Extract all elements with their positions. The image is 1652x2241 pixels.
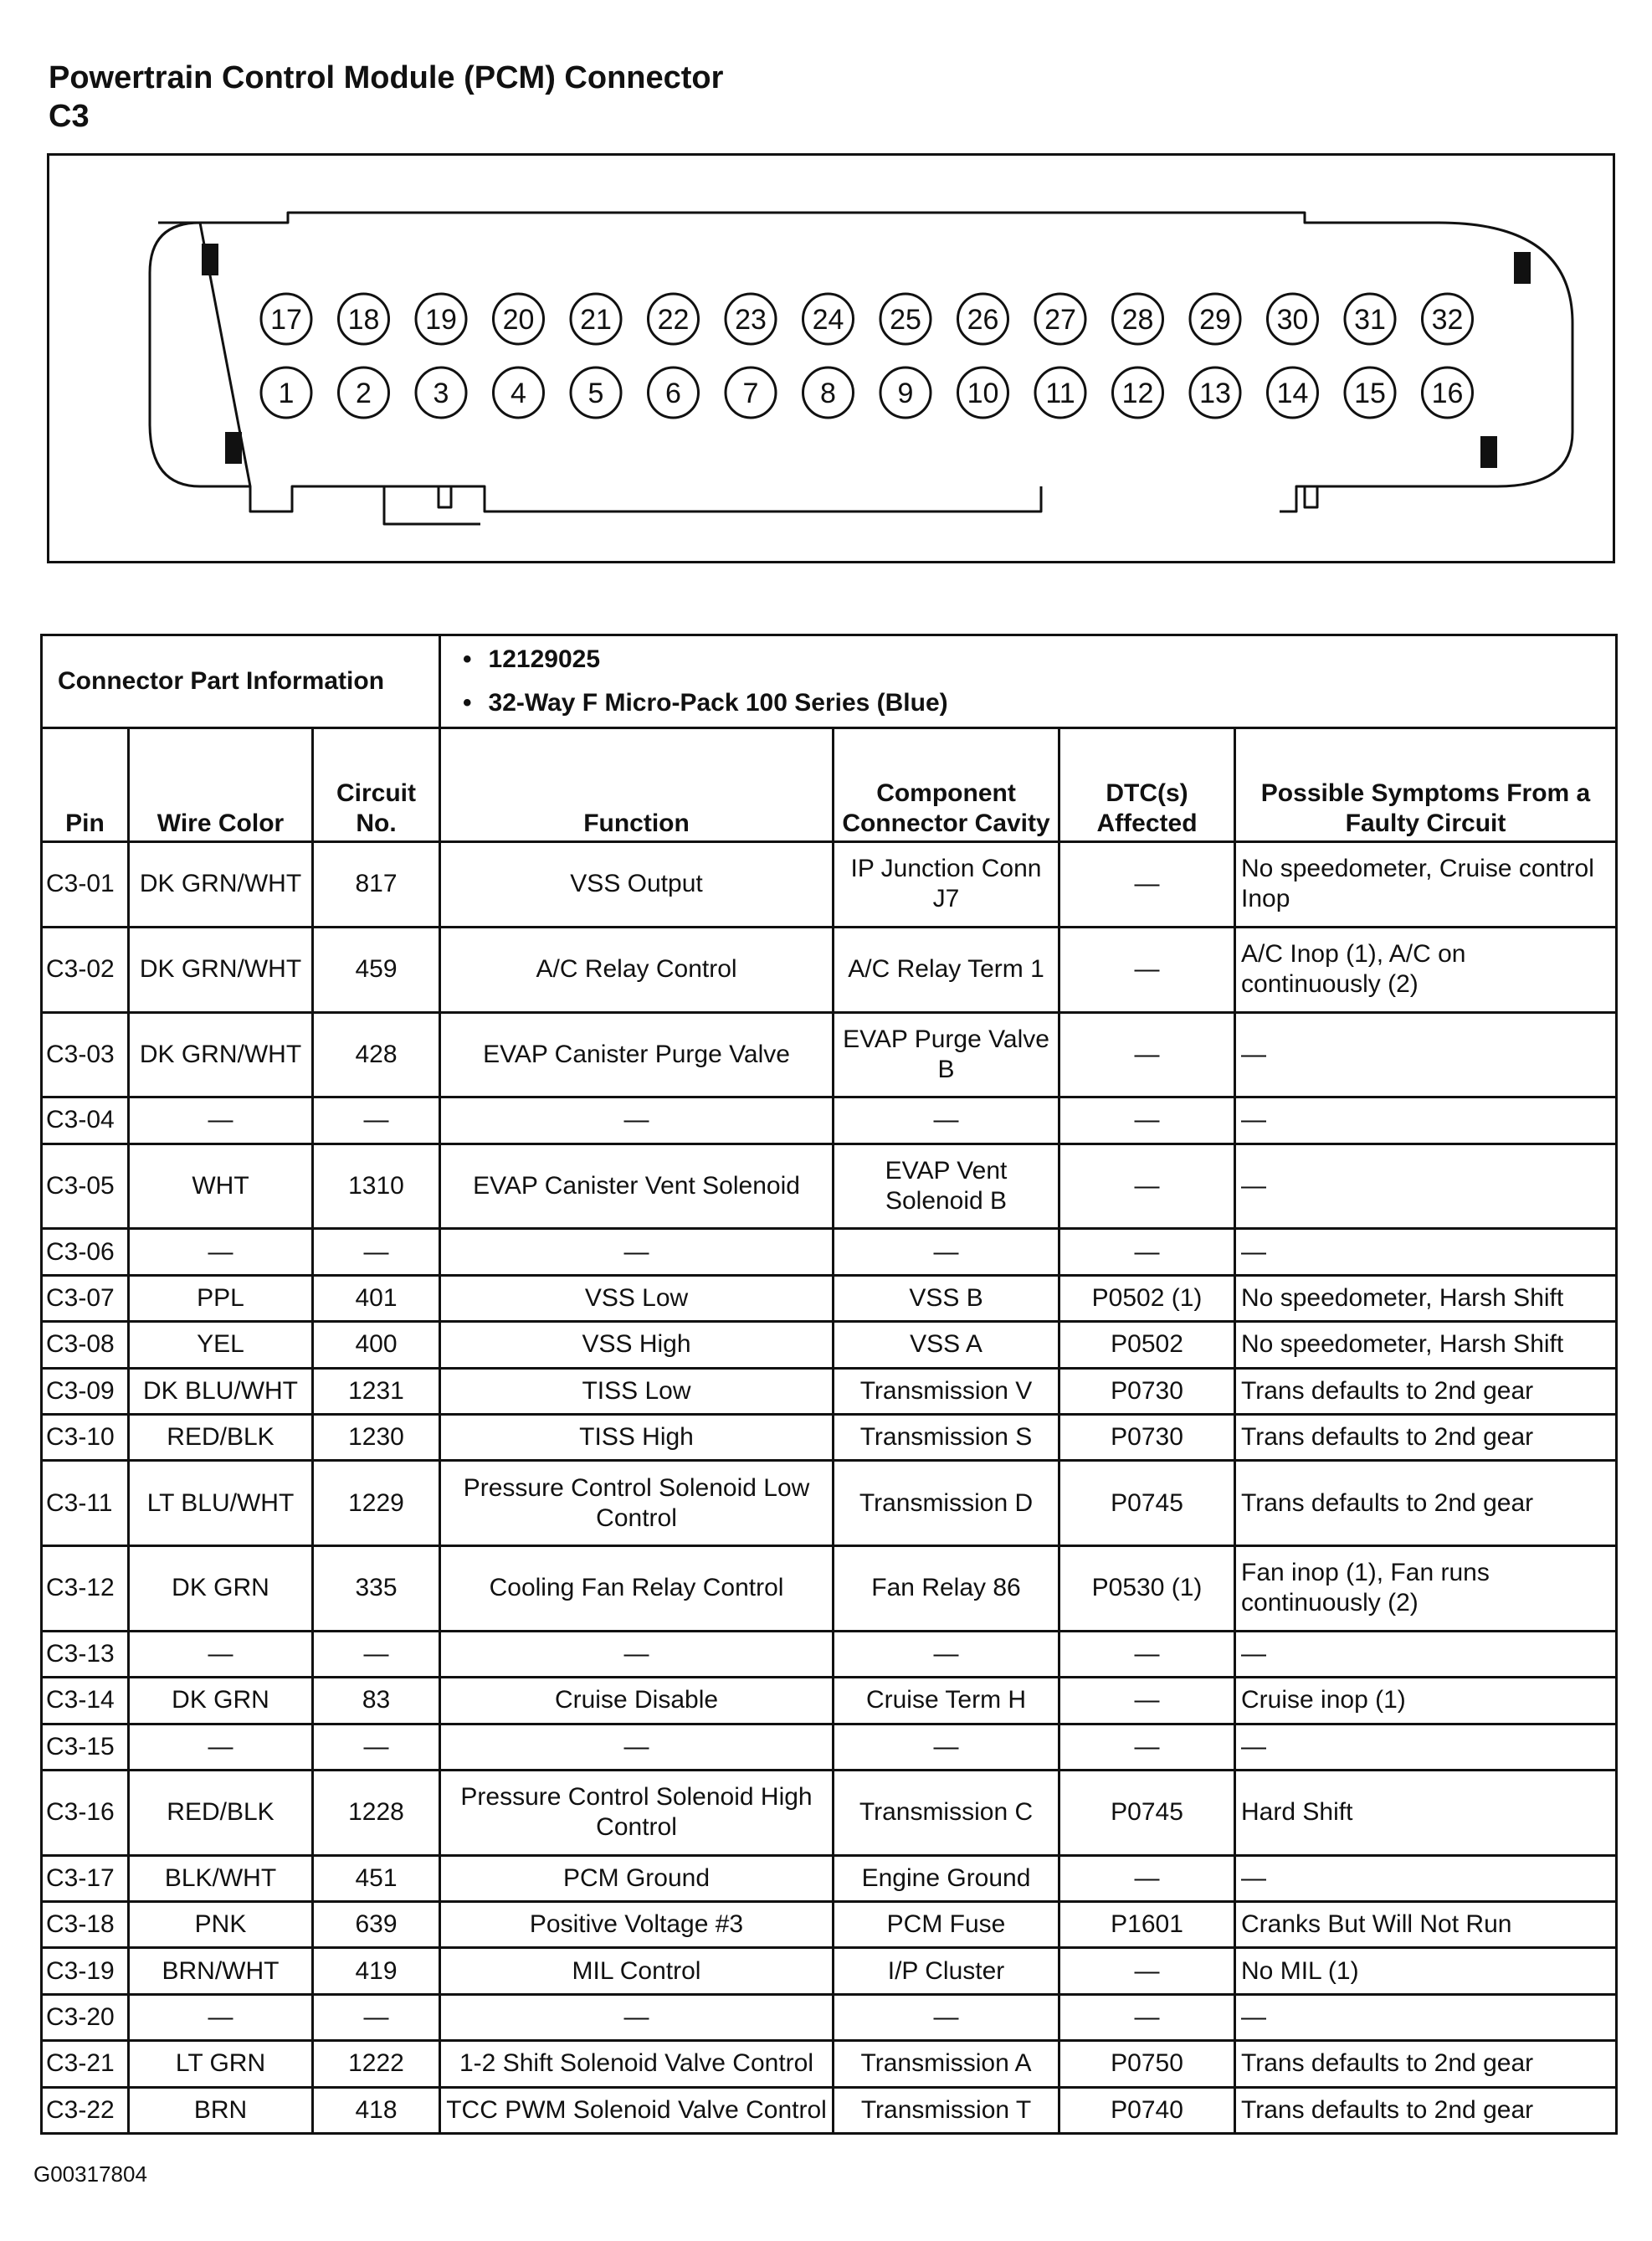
dtc-cell: P0745 [1059,1770,1235,1855]
pin-cell: C3-15 [42,1724,129,1770]
symptoms-cell: Trans defaults to 2nd gear [1235,1368,1617,1414]
pin-cavity [571,294,621,344]
pin-cavity [261,294,311,344]
circuit-cell: 1222 [313,2041,440,2087]
cavity-cell: Engine Ground [834,1855,1059,1901]
symptoms-cell: — [1235,1097,1617,1144]
dtc-cell: P0750 [1059,2041,1235,2087]
symptoms-cell: Trans defaults to 2nd gear [1235,1461,1617,1546]
circuit-cell: 83 [313,1678,440,1724]
table-row [42,2041,1617,2087]
function-cell: Positive Voltage #3 [440,1902,834,1948]
pin-cavity [1113,294,1163,344]
dtc-cell: — [1059,1948,1235,1994]
dtc-cell: — [1059,1994,1235,2040]
header-circuit: Circuit No. [313,728,440,842]
pin-number: 6 [665,378,681,409]
function-cell: Pressure Control Solenoid High Control [440,1770,834,1855]
symptoms-cell: Cruise inop (1) [1235,1678,1617,1724]
pin-cell: C3-17 [42,1855,129,1901]
table-row [42,1902,1617,1948]
table-row [42,1678,1617,1724]
circuit-cell: 639 [313,1902,440,1948]
pin-cavity [1035,368,1085,418]
pin-number: 9 [897,378,914,409]
wire-color-cell: DK GRN/WHT [129,927,313,1012]
pin-number: 15 [1354,378,1386,409]
symptoms-cell: — [1235,1144,1617,1229]
table-row [42,1097,1617,1144]
pin-number: 22 [657,304,690,336]
cavity-cell: — [834,1229,1059,1275]
circuit-cell: 400 [313,1322,440,1368]
table-row [42,1546,1617,1632]
circuit-cell: 1228 [313,1770,440,1855]
pin-cavity [1423,368,1473,418]
pin-cavity [494,294,544,344]
function-cell: MIL Control [440,1948,834,1994]
pin-cavity [649,294,699,344]
pin-cavity [1268,368,1318,418]
function-cell: TISS High [440,1414,834,1460]
pin-number: 26 [967,304,999,336]
part-info-label: Connector Part Information [42,635,440,728]
header-symptoms: Possible Symptoms From a Faulty Circuit [1235,728,1617,842]
circuit-cell: 419 [313,1948,440,1994]
table-row [42,1229,1617,1275]
symptoms-cell: Trans defaults to 2nd gear [1235,2087,1617,2134]
pin-cavity [339,368,389,418]
wire-color-cell: BRN [129,2087,313,2134]
symptoms-cell: — [1235,1012,1617,1097]
cavity-cell: Fan Relay 86 [834,1546,1059,1632]
table-row [42,842,1617,928]
pin-cavity [880,368,931,418]
dtc-cell: — [1059,1229,1235,1275]
circuit-cell: 401 [313,1275,440,1321]
header-dtc: DTC(s) Affected [1059,728,1235,842]
pin-number: 8 [820,378,836,409]
cavity-cell: — [834,1724,1059,1770]
pin-cavity [571,368,621,418]
cavity-cell: — [834,1097,1059,1144]
figure-code: G00317804 [33,2161,147,2187]
pin-number: 21 [580,304,612,336]
pin-cavity [880,294,931,344]
pin-number: 3 [433,378,449,409]
pin-cell: C3-22 [42,2087,129,2134]
table-row [42,1724,1617,1770]
cavity-cell: A/C Relay Term 1 [834,927,1059,1012]
dtc-cell: — [1059,1724,1235,1770]
pin-number: 16 [1431,378,1464,409]
dtc-cell: — [1059,1097,1235,1144]
pin-number: 2 [356,378,372,409]
pin-number: 19 [425,304,457,336]
pin-number: 1 [278,378,295,409]
function-cell: Cruise Disable [440,1678,834,1724]
circuit-cell: 1230 [313,1414,440,1460]
cavity-cell: VSS B [834,1275,1059,1321]
part-number: • 12129025 [463,638,1610,681]
wire-color-cell: WHT [129,1144,313,1229]
dtc-cell: P0502 (1) [1059,1275,1235,1321]
cavity-cell: Transmission D [834,1461,1059,1546]
wire-color-cell: DK BLU/WHT [129,1368,313,1414]
dtc-cell: — [1059,1631,1235,1677]
table-row [42,927,1617,1012]
pin-number: 23 [735,304,767,336]
function-cell: EVAP Canister Purge Valve [440,1012,834,1097]
table-row [42,1770,1617,1855]
circuit-cell: — [313,1724,440,1770]
function-cell: — [440,1229,834,1275]
pin-number: 31 [1354,304,1386,336]
circuit-cell: 1231 [313,1368,440,1414]
table-row [42,1322,1617,1368]
cavity-cell: PCM Fuse [834,1902,1059,1948]
table-row [42,1461,1617,1546]
cavity-cell: VSS A [834,1322,1059,1368]
cavity-cell: IP Junction Conn J7 [834,842,1059,928]
wire-color-cell: — [129,1724,313,1770]
dtc-cell: — [1059,1144,1235,1229]
dtc-cell: — [1059,927,1235,1012]
pin-cavity [1190,368,1240,418]
latch-mark [1480,436,1497,468]
circuit-cell: 428 [313,1012,440,1097]
pin-cavity [726,368,776,418]
function-cell: 1-2 Shift Solenoid Valve Control [440,2041,834,2087]
header-pin: Pin [42,728,129,842]
pin-number: 18 [347,304,380,336]
circuit-cell: 451 [313,1855,440,1901]
pin-cell: C3-19 [42,1948,129,1994]
part-info-row [42,635,1617,728]
pin-cavity [1345,368,1395,418]
pin-number: 12 [1121,378,1154,409]
dtc-cell: P0730 [1059,1414,1235,1460]
table-row [42,1855,1617,1901]
header-cavity: Component Connector Cavity [834,728,1059,842]
wire-color-cell: BLK/WHT [129,1855,313,1901]
function-cell: A/C Relay Control [440,927,834,1012]
pin-number: 17 [270,304,302,336]
pin-cell: C3-10 [42,1414,129,1460]
latch-mark [202,244,218,275]
pin-table [40,634,1618,2135]
wire-color-cell: — [129,1631,313,1677]
header-function: Function [440,728,834,842]
pin-number: 30 [1276,304,1309,336]
pin-cavity [1423,294,1473,344]
table-row [42,1994,1617,2040]
pin-cavity [416,294,466,344]
circuit-cell: 1310 [313,1144,440,1229]
wire-color-cell: BRN/WHT [129,1948,313,1994]
pin-cavity [803,294,854,344]
cavity-cell: Cruise Term H [834,1678,1059,1724]
pin-cell: C3-07 [42,1275,129,1321]
pin-cavity [958,368,1008,418]
wire-color-cell: PPL [129,1275,313,1321]
dtc-cell: P0530 (1) [1059,1546,1235,1632]
dtc-cell: P0740 [1059,2087,1235,2134]
pin-number: 7 [742,378,759,409]
pin-group [261,294,1473,418]
pin-cell: C3-21 [42,2041,129,2087]
pin-cell: C3-11 [42,1461,129,1546]
page-title [49,59,723,136]
dtc-cell: P1601 [1059,1902,1235,1948]
wire-color-cell: DK GRN/WHT [129,842,313,928]
pin-cell: C3-12 [42,1546,129,1632]
circuit-cell: 1229 [313,1461,440,1546]
dtc-cell: P0745 [1059,1461,1235,1546]
symptoms-cell: — [1235,1631,1617,1677]
pin-number: 10 [967,378,999,409]
circuit-cell: 335 [313,1546,440,1632]
connector-face [49,156,1613,561]
dtc-cell: — [1059,1678,1235,1724]
pin-number: 28 [1121,304,1154,336]
pin-number: 29 [1199,304,1231,336]
dtc-cell: P0730 [1059,1368,1235,1414]
cavity-cell: — [834,1631,1059,1677]
symptoms-cell: No speedometer, Cruise control Inop [1235,842,1617,928]
wire-color-cell: RED/BLK [129,1414,313,1460]
table-row [42,1012,1617,1097]
wire-color-cell: DK GRN [129,1546,313,1632]
function-cell: — [440,1631,834,1677]
wire-color-cell: RED/BLK [129,1770,313,1855]
dtc-cell: — [1059,1855,1235,1901]
symptoms-cell: No speedometer, Harsh Shift [1235,1322,1617,1368]
title-line-1: Powertrain Control Module (PCM) Connector [49,60,724,95]
pin-cell: C3-06 [42,1229,129,1275]
pin-number: 32 [1431,304,1464,336]
pin-number: 14 [1276,378,1309,409]
pin-number: 20 [502,304,535,336]
cavity-cell: Transmission S [834,1414,1059,1460]
pin-cell: C3-18 [42,1902,129,1948]
pin-cell: C3-08 [42,1322,129,1368]
pin-number: 25 [890,304,921,336]
symptoms-cell: Fan inop (1), Fan runs continuously (2) [1235,1546,1617,1632]
pin-cavity [1113,368,1163,418]
pin-number: 4 [510,378,526,409]
cavity-cell: Transmission V [834,1368,1059,1414]
table-row [42,1368,1617,1414]
connector-diagram [47,153,1615,563]
function-cell: — [440,1724,834,1770]
pin-cell: C3-03 [42,1012,129,1097]
table-row [42,1275,1617,1321]
function-cell: — [440,1994,834,2040]
symptoms-cell: No MIL (1) [1235,1948,1617,1994]
pin-cavity [494,368,544,418]
wire-color-cell: PNK [129,1902,313,1948]
symptoms-cell: — [1235,1229,1617,1275]
pin-cell: C3-16 [42,1770,129,1855]
part-description: • 32-Way F Micro-Pack 100 Series (Blue) [463,681,1610,725]
symptoms-cell: No speedometer, Harsh Shift [1235,1275,1617,1321]
symptoms-cell: Cranks But Will Not Run [1235,1902,1617,1948]
pin-cell: C3-13 [42,1631,129,1677]
function-cell: VSS High [440,1322,834,1368]
cavity-cell: — [834,1994,1059,2040]
circuit-cell: — [313,1994,440,2040]
function-cell: — [440,1097,834,1144]
circuit-cell: 459 [313,927,440,1012]
function-cell: EVAP Canister Vent Solenoid [440,1144,834,1229]
pin-number: 13 [1199,378,1231,409]
pin-cell: C3-01 [42,842,129,928]
circuit-cell: — [313,1097,440,1144]
pin-cavity [1345,294,1395,344]
function-cell: PCM Ground [440,1855,834,1901]
pin-cavity [649,368,699,418]
circuit-cell: 418 [313,2087,440,2134]
symptoms-cell: — [1235,1724,1617,1770]
wire-color-cell: LT GRN [129,2041,313,2087]
wire-color-cell: YEL [129,1322,313,1368]
pin-cavity [1268,294,1318,344]
symptoms-cell: A/C Inop (1), A/C on continuously (2) [1235,927,1617,1012]
wire-color-cell: — [129,1097,313,1144]
title-line-2: C3 [49,99,90,134]
pin-cavity [1035,294,1085,344]
cavity-cell: EVAP Purge Valve B [834,1012,1059,1097]
header-wire-color: Wire Color [129,728,313,842]
dtc-cell: — [1059,842,1235,928]
dtc-cell: P0502 [1059,1322,1235,1368]
function-cell: TCC PWM Solenoid Valve Control [440,2087,834,2134]
pin-number: 27 [1044,304,1076,336]
symptoms-cell: — [1235,1994,1617,2040]
cavity-cell: Transmission T [834,2087,1059,2134]
cavity-cell: Transmission A [834,2041,1059,2087]
table-row [42,1414,1617,1460]
table-row [42,1948,1617,1994]
cavity-cell: EVAP Vent Solenoid B [834,1144,1059,1229]
function-cell: VSS Low [440,1275,834,1321]
function-cell: Cooling Fan Relay Control [440,1546,834,1632]
pin-cell: C3-05 [42,1144,129,1229]
table-row [42,2087,1617,2134]
dtc-cell: — [1059,1012,1235,1097]
pin-cell: C3-02 [42,927,129,1012]
pin-number: 24 [812,304,844,336]
pin-cell: C3-04 [42,1097,129,1144]
wire-color-cell: — [129,1229,313,1275]
wire-color-cell: DK GRN/WHT [129,1012,313,1097]
latch-mark [225,432,242,464]
pin-cavity [339,294,389,344]
circuit-cell: — [313,1229,440,1275]
pin-cavity [1190,294,1240,344]
cavity-cell: Transmission C [834,1770,1059,1855]
pin-cavity [261,368,311,418]
function-cell: TISS Low [440,1368,834,1414]
pin-cell: C3-14 [42,1678,129,1724]
table-row [42,1631,1617,1677]
pin-cell: C3-09 [42,1368,129,1414]
part-info-values [440,635,1617,728]
wire-color-cell: DK GRN [129,1678,313,1724]
pin-cavity [958,294,1008,344]
pin-number: 5 [587,378,604,409]
header-row [42,728,1617,842]
cavity-cell: I/P Cluster [834,1948,1059,1994]
wire-color-cell: — [129,1994,313,2040]
latch-mark [1514,252,1531,284]
symptoms-cell: Trans defaults to 2nd gear [1235,1414,1617,1460]
wire-color-cell: LT BLU/WHT [129,1461,313,1546]
function-cell: VSS Output [440,842,834,928]
pin-cavity [416,368,466,418]
pin-cell: C3-20 [42,1994,129,2040]
table-row [42,1144,1617,1229]
function-cell: Pressure Control Solenoid Low Control [440,1461,834,1546]
pin-cavity [726,294,776,344]
symptoms-cell: Trans defaults to 2nd gear [1235,2041,1617,2087]
symptoms-cell: — [1235,1855,1617,1901]
pin-number: 11 [1045,378,1075,409]
circuit-cell: 817 [313,842,440,928]
circuit-cell: — [313,1631,440,1677]
pin-cavity [803,368,854,418]
symptoms-cell: Hard Shift [1235,1770,1617,1855]
